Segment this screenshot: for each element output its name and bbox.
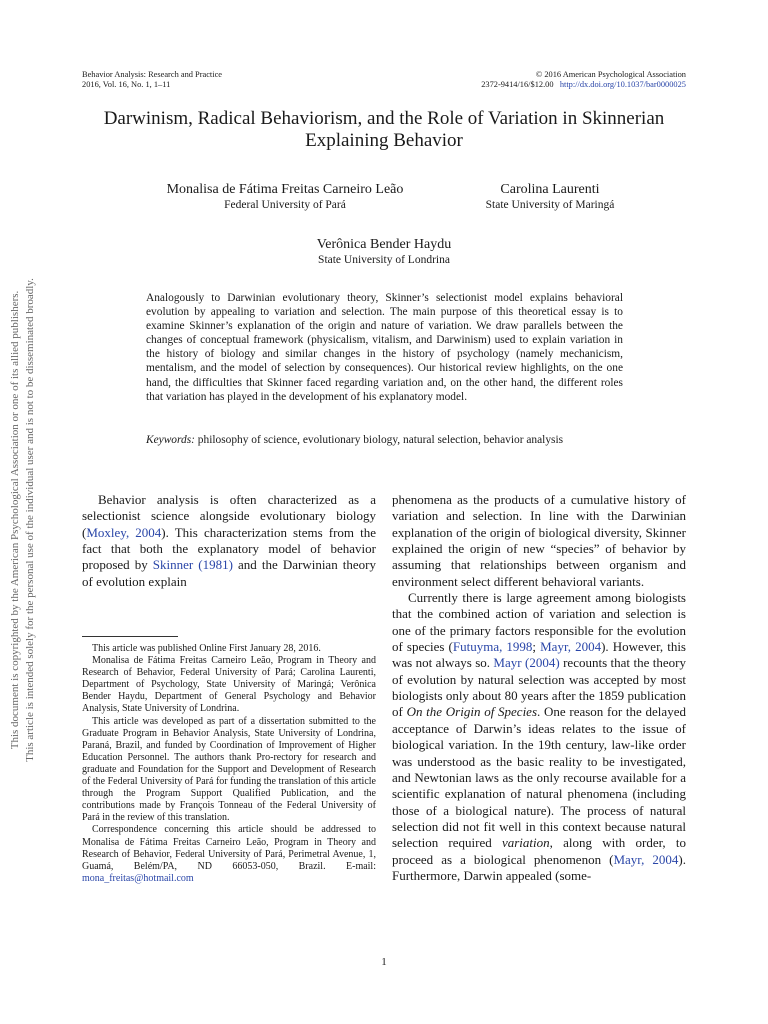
footnote-paragraph: This article was published Online First January 28, 2016.: [92, 643, 321, 654]
author-name: Carolina Laurenti: [500, 182, 600, 197]
citation-link[interactable]: Mayr, 2004: [540, 639, 602, 655]
sidebar-line-2: This article is intended solely for the personal use of the individual user and is not to be disseminated broadly.: [24, 278, 36, 762]
citation-link[interactable]: Skinner (1981): [152, 557, 233, 573]
body-text: . One reason for the delayed acceptance of Darwin’s ideas relates to the issue of biological variation. In the 19th century, law-like order was understood as the basic reality to be investigated, and Newtonian laws as the only recourse available for a scientific explanation of natural phenomena (including those of a biological nature). The process of natural selection did not fit well in this context because natural selection required: [392, 704, 686, 851]
copyright-notice: © 2016 American Psychological Association: [535, 70, 686, 79]
author-affiliation: State University of Londrina: [318, 254, 450, 266]
journal-volume: 2016, Vol. 16, No. 1, 1–11: [82, 80, 171, 89]
citation-link[interactable]: Futuyma, 1998: [452, 639, 533, 655]
footnote-paragraph: This article was developed as part of a dissertation submitted to the Graduate Program in Behavior Analysis, State University of Londrina, Paraná, Brazil, and funded by Coordination of Improvement of Higher Education Personnel. The authors thank Pro-rectory for research and graduate and Foundation for the Support and Development of Research of the Federal University of Pará for funding the translation of this article through the Program Support Qualified Publication, and the contributions made by François Tonneau of the Federal University of Pará in the review of this translation.: [82, 715, 376, 824]
abstract: Analogously to Darwinian evolutionary theory, Skinner’s selectionist model explains behavioral evolution by appealing to variation and selection. The main purpose of this theoretical essay is to examine Skinner’s explanation of the origin and nature of variation. We draw parallels between the changes of conceptual framework (physicalism, vitalism, and Darwinism) used to explain variation in the history of biology and similar changes in the history of psychology (namely mechanicism, mentalism, and the model of selection by consequences). Our historical review highlights, on the one hand, the difficulties that Skinner faced regarding variation and, on the other hand, the different roles that variation has played in the development of his explanatory model.: [146, 292, 623, 403]
author-block-2: [420, 181, 680, 213]
body-text: ). Furthermore, Darwin appealed (some-: [392, 851, 686, 883]
author-name: Monalisa de Fátima Freitas Carneiro Leão: [166, 182, 404, 197]
body-text: ). However, this was not always so.: [392, 639, 686, 671]
citation-link[interactable]: Mayr (2004): [493, 655, 560, 671]
body-text: recounts that the theory of evolution by natural selection was accepted by most biologists only about 80 years after the 1859 publication of: [392, 655, 686, 720]
author-note: [82, 643, 376, 885]
footnote-rule: [82, 636, 178, 637]
author-name: Verônica Bender Haydu: [316, 237, 452, 252]
body-text: ;: [532, 639, 541, 655]
body-text: Currently there is large agreement among biologists that the combined action of variation and selection is one of the primary factors responsible for the evolution of species (: [392, 590, 686, 655]
doi-link[interactable]: http://dx.doi.org/10.1037/bar0000025: [559, 80, 686, 89]
copyright-sidebar: [8, 260, 38, 780]
footnote-paragraph: [82, 824, 376, 884]
email-link[interactable]: mona_freitas@hotmail.com: [82, 872, 194, 884]
book-title: On the Origin of Species: [406, 704, 538, 720]
body-text: and the Darwinian theory of evolution explain: [82, 557, 376, 589]
page-number: 1: [381, 956, 387, 968]
citation-link[interactable]: Mayr, 2004: [613, 851, 679, 867]
body-text: , along with order, to proceed as a biological phenomenon (: [392, 835, 687, 867]
body-column-right: [392, 492, 686, 884]
sidebar-line-1: This document is copyrighted by the American Psychological Association or one of its allied publishers.: [9, 290, 21, 750]
body-text: ). This characterization stems from the fact that both the explanatory model of behavior proposed by: [82, 524, 376, 573]
footnote-text: Correspondence concerning this article should be addressed to Monalisa de Fátima Freitas Carneiro Leão, Program in Theory and Research of Behavior, Federal University of Pará, Perimetral Avenue, 1, Guamá, Belém/PA, ND 66053-050, Brazil. E-mail:: [82, 824, 376, 872]
journal-name: Behavior Analysis: Research and Practice: [82, 70, 223, 79]
issn: 2372-9414/16/$12.00: [481, 80, 554, 89]
author-affiliation: State University of Maringá: [485, 199, 615, 211]
keywords-text: philosophy of science, evolutionary biology, natural selection, behavior analysis: [197, 434, 564, 446]
footnote-paragraph: Monalisa de Fátima Freitas Carneiro Leão, Program in Theory and Research of Behavior, Federal University of Pará; Carolina Laurenti, Department of Psychology, State University of Maringá; Verônica Bender Haydu, Department of General Psychology and Behavior Analysis, State University of Londrina.: [82, 655, 376, 715]
author-block-3: [234, 236, 534, 268]
article-title: Darwinism, Radical Behaviorism, and the Role of Variation in Skinnerian Explaining Behavior: [103, 108, 665, 151]
emphasis: variation: [501, 835, 550, 851]
keywords: [146, 433, 623, 447]
body-paragraph: [82, 492, 376, 590]
body-column-left: [82, 492, 376, 590]
keywords-label: Keywords:: [146, 434, 195, 446]
author-block-1: [130, 181, 440, 213]
citation-link[interactable]: Moxley, 2004: [86, 524, 162, 540]
body-paragraph: phenomena as the products of a cumulative history of variation and selection. In line with the Darwinian explanation of the origin of biological diversity, Skinner explained the origin of new “species” of behavior by assuming that relationships between organism and environment select different behavioral variants.: [392, 492, 686, 589]
publisher-header: [481, 70, 686, 90]
author-affiliation: Federal University of Pará: [224, 199, 346, 211]
body-text: Behavior analysis is often characterized as a selectionist science alongside evolutionary biology (: [82, 492, 376, 540]
issn-doi-line: [481, 80, 686, 90]
body-paragraph: [392, 590, 686, 884]
journal-header: [82, 70, 222, 90]
